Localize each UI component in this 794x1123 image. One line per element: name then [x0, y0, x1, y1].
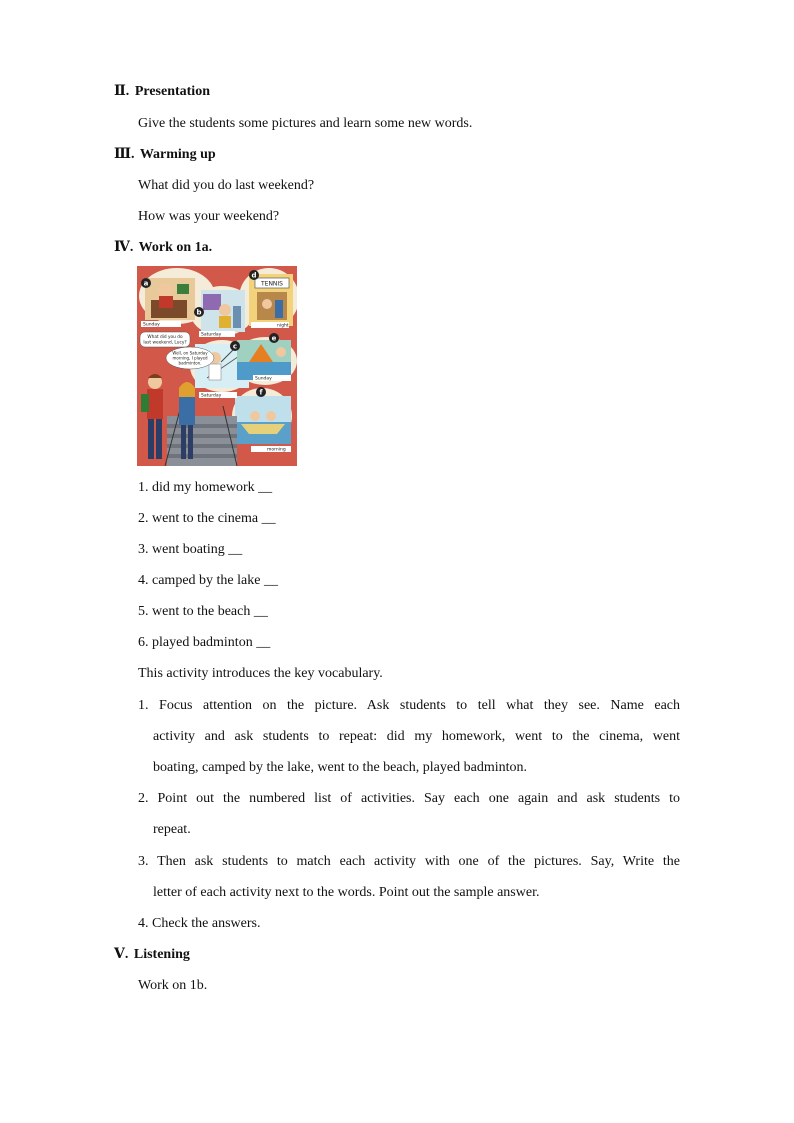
section-number: Ⅱ. — [114, 84, 130, 99]
speech-bubble-question — [140, 332, 190, 347]
activity-intro: This activity introduces the key vocabulary. — [138, 666, 383, 681]
section-number: Ⅳ. — [114, 240, 134, 255]
label-saturday-b: Saturday — [201, 332, 222, 338]
panel-d-sign: TENNIS — [260, 280, 284, 288]
bubble-question-line-1: What did you do — [147, 335, 183, 340]
list-item: 1. did my homework __ — [138, 480, 273, 495]
speech-bubble-answer — [166, 347, 214, 369]
label-saturday-c: Saturday — [201, 393, 222, 399]
step-1-line-3: boating, camped by the lake, went to the beach, played badminton. — [153, 760, 527, 775]
step-3-line-2: letter of each activity next to the words. Point out the sample answer. — [153, 885, 540, 900]
section-number: Ⅴ. — [114, 947, 129, 962]
letter-d: d — [251, 271, 257, 280]
list-item: 2. went to the cinema __ — [138, 511, 276, 526]
warming-up-question-2: How was your weekend? — [138, 209, 280, 224]
step-1-line-1: 1. Focus attention on the picture. Ask students to tell what they see. Name each — [138, 698, 680, 713]
label-morning-f: morning — [267, 447, 286, 453]
section-work-1a-heading — [114, 239, 212, 257]
letter-b: b — [196, 308, 202, 317]
label-night-d: night — [277, 323, 289, 329]
bubble-answer-line-2: morning, I played — [172, 355, 208, 361]
step-1-line-2: activity and ask students to repeat: did my homework, went to the cinema, went — [153, 729, 680, 744]
list-item: 3. went boating __ — [138, 542, 243, 557]
section-title: Work on 1a. — [138, 240, 213, 255]
list-item: 4. camped by the lake __ — [138, 573, 278, 588]
list-item: 6. played badminton __ — [138, 635, 271, 650]
step-3-line-1: 3. Then ask students to match each activity with one of the pictures. Say, Write the — [138, 854, 680, 869]
presentation-text: Give the students some pictures and learn some new words. — [138, 116, 473, 131]
bubble-answer-line-1: Well, on Saturday — [172, 350, 208, 356]
step-2-line-2: repeat. — [153, 822, 191, 837]
letter-f: f — [259, 388, 263, 397]
section-title: Listening — [133, 947, 190, 962]
section-title: Warming up — [139, 147, 216, 162]
panel-f-boating — [235, 396, 291, 444]
panel-e-camping — [237, 340, 291, 380]
section-presentation-heading — [114, 83, 210, 101]
section-warming-up-heading — [114, 146, 216, 164]
section-title: Presentation — [134, 84, 210, 99]
panel-b-cinema — [201, 290, 245, 332]
step-2-line-1: 2. Point out the numbered list of activities. Say each one again and ask students to — [138, 791, 680, 806]
list-item: 5. went to the beach __ — [138, 604, 268, 619]
section-number: Ⅲ. — [114, 147, 135, 162]
letter-e: e — [271, 334, 277, 343]
panel-d — [249, 271, 293, 326]
step-4-line-1: 4. Check the answers. — [138, 916, 261, 931]
letter-c: c — [232, 342, 238, 351]
activity-illustration — [137, 266, 297, 466]
label-sunday-e: Sunday — [255, 376, 272, 382]
label-sunday-a: Sunday — [143, 322, 160, 328]
section-listening-heading — [114, 946, 190, 964]
panel-a-homework — [145, 278, 195, 320]
warming-up-question-1: What did you do last weekend? — [138, 178, 315, 193]
letter-a: a — [143, 279, 149, 288]
listening-text: Work on 1b. — [138, 978, 208, 993]
bubble-answer-line-3: badminton. — [178, 360, 202, 366]
bubble-question-line-2: last weekend, Lucy? — [143, 340, 187, 346]
